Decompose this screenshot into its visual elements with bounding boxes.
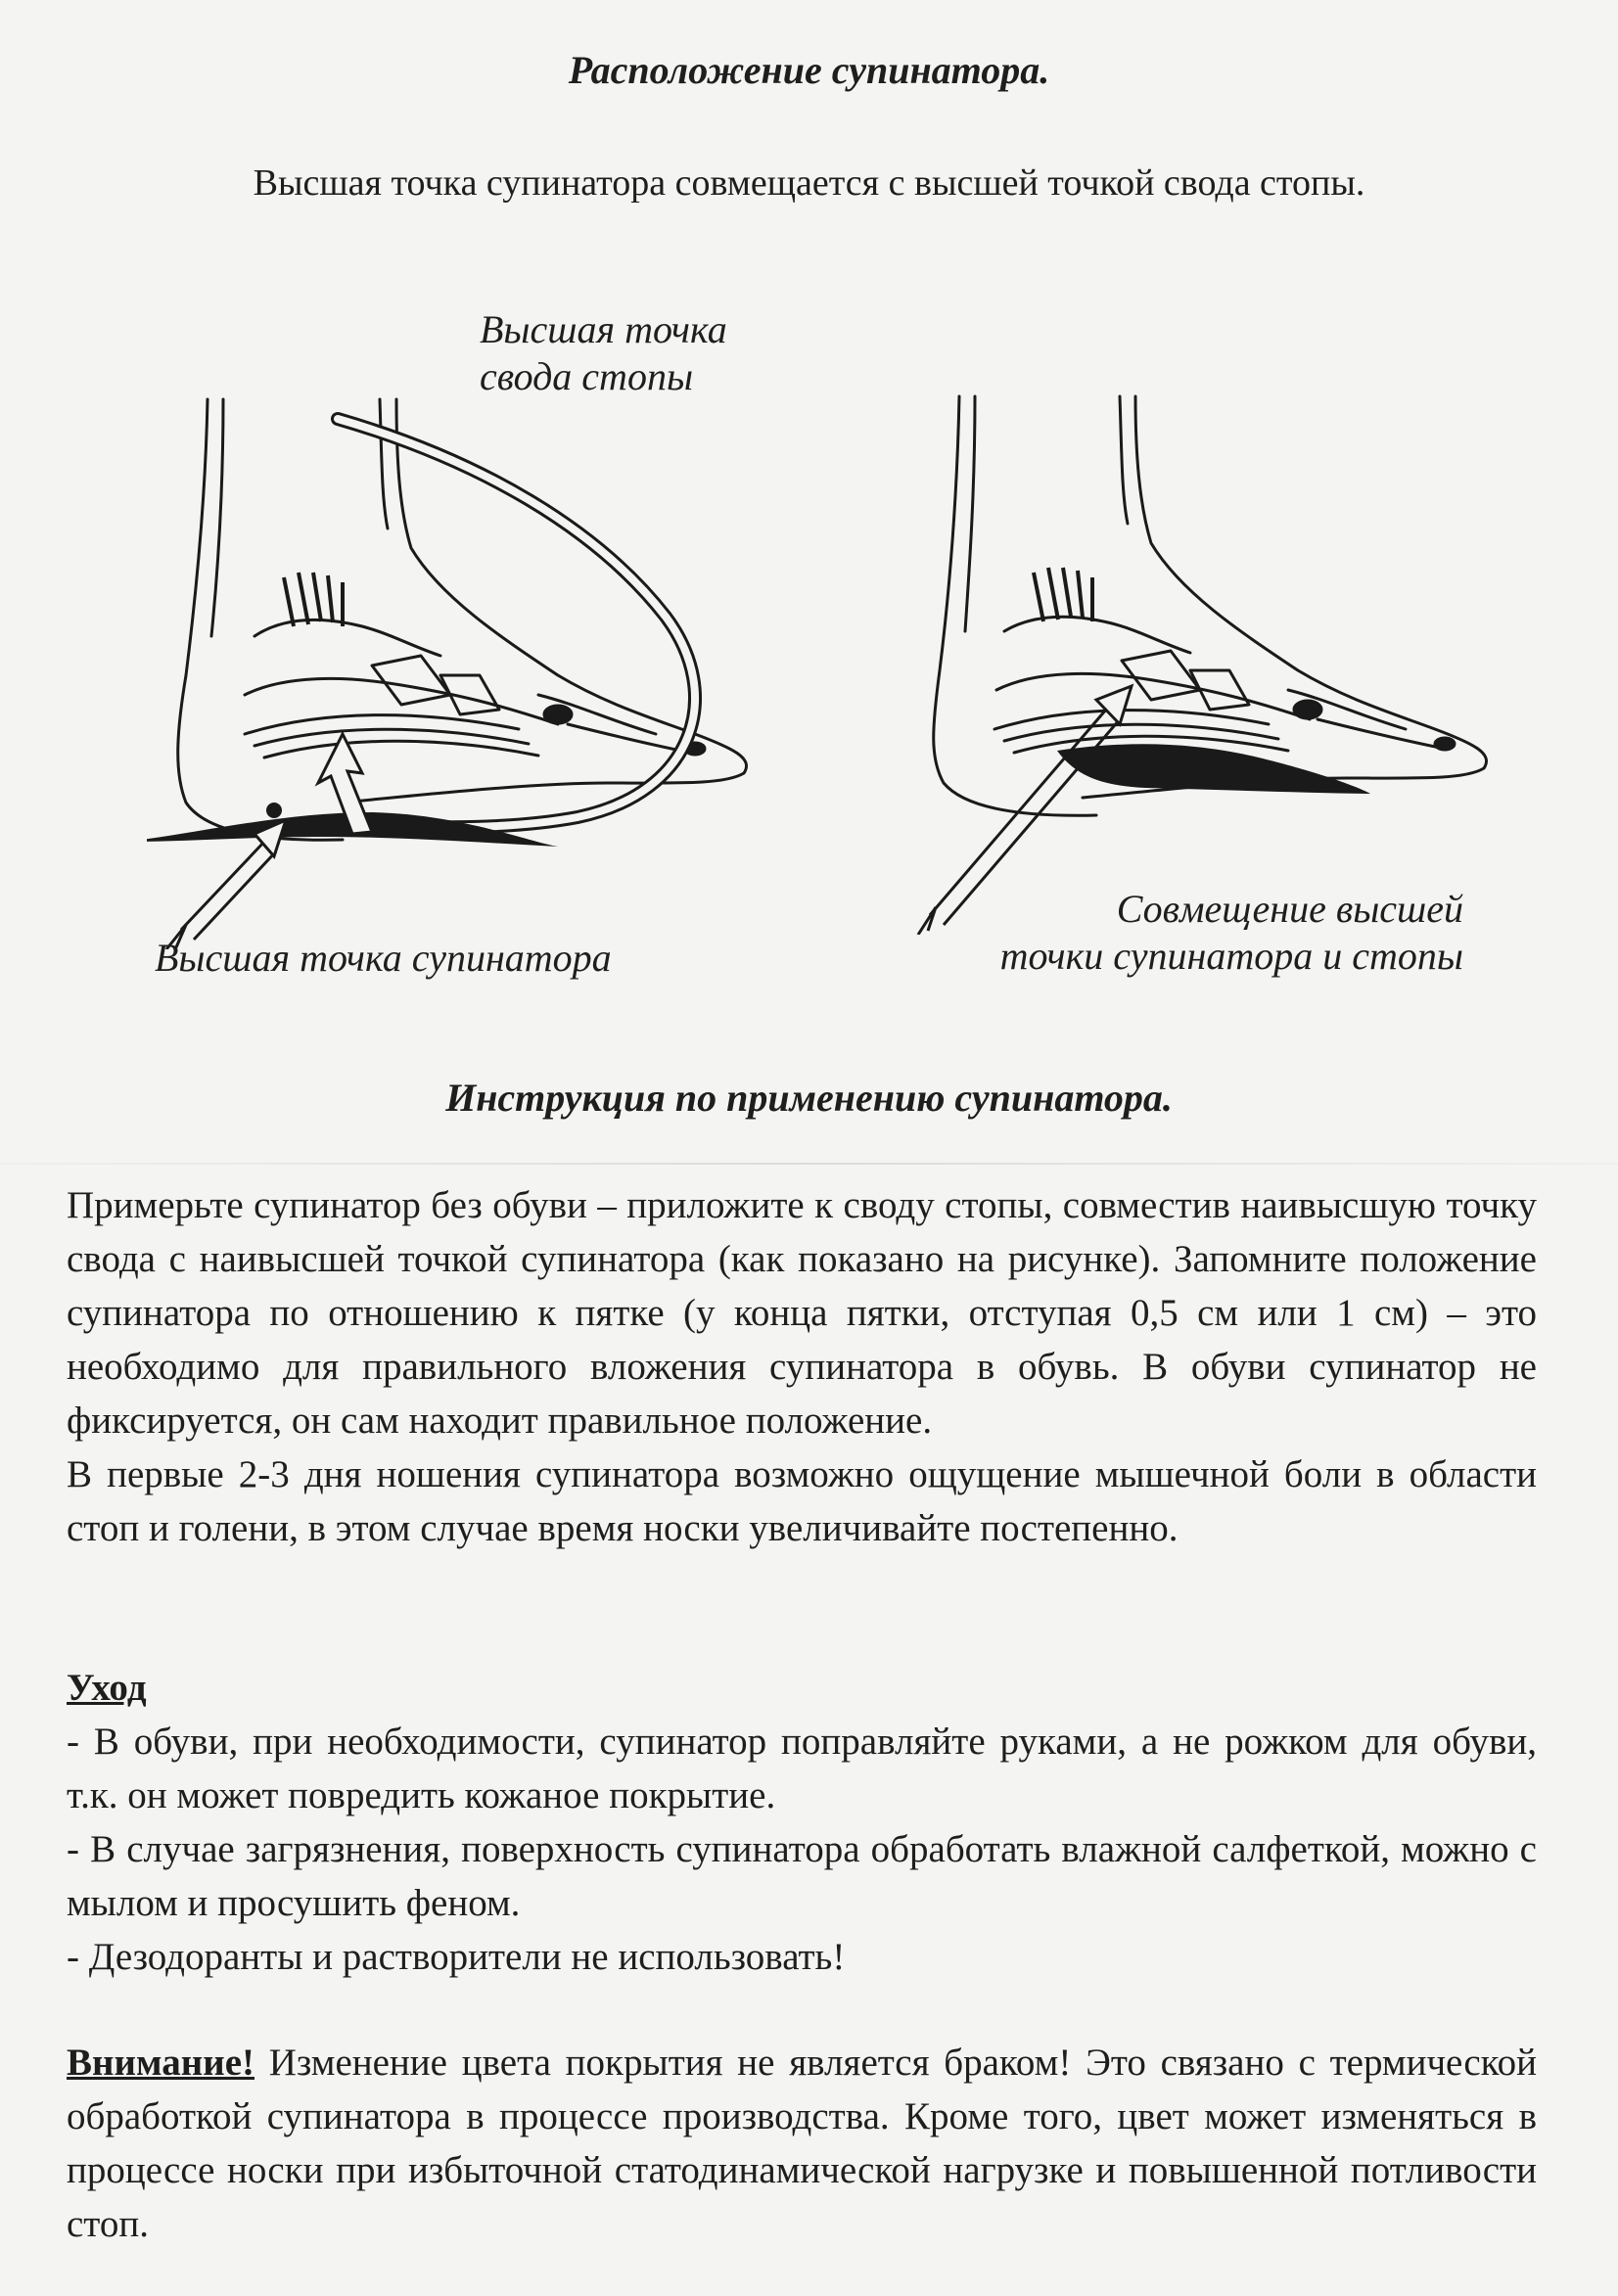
- paper-fold-line: [0, 1163, 1618, 1165]
- instructions-paragraph-2: В первые 2-3 дня ношения супинатора возможно ощущение мышечной боли в области стоп и голени, в этом случае время носки увеличивайте постепенно.: [67, 1453, 1537, 1549]
- foot-illustration-left: [147, 382, 871, 949]
- foot-illustration-right: [910, 387, 1517, 935]
- placement-subtitle: Высшая точка супинатора совмещается с высшей точкой свода стопы.: [253, 162, 1365, 204]
- instructions-body: [67, 1178, 1537, 1555]
- section-title-instructions: Инструкция по применению супинатора.: [445, 1076, 1173, 1120]
- care-section: [67, 1661, 1537, 1984]
- care-item-2: - В случае загрязнения, поверхность супинатора обработать влажной салфеткой, можно с мылом и просушить феном.: [67, 1828, 1537, 1924]
- arch-label-line-2: свода стопы: [480, 354, 694, 398]
- warning-text: Изменение цвета покрытия не является браком! Это связано с термической обработкой супинатора в процессе производства. Кроме того, цвет может изменяться в процессе носки при избыточной статодинамической нагрузке и повышенной потливости стоп.: [67, 2042, 1537, 2245]
- care-item-1: - В обуви, при необходимости, супинатор поправляйте руками, а не рожком для обуви, т.к. он может повредить кожаное покрытие.: [67, 1721, 1537, 1816]
- warning-section: [67, 2036, 1537, 2251]
- warning-heading: Внимание!: [67, 2042, 254, 2084]
- alignment-label: [876, 886, 1463, 980]
- instructions-paragraph-1: Примерьте супинатор без обуви – приложите к своду стопы, совместив наивысшую точку свода с наивысшей точкой супинатора (как показано на рисунке). Запомните положение супинатора по отношению к пятке (у конца пятки, отступая 0,5 см или 1 см) – это необходимо для правильного вложения супинатора в обувь. В обуви супинатор не фиксируется, он сам находит правильное положение.: [67, 1184, 1537, 1442]
- care-item-3: - Дезодоранты и растворители не использовать!: [67, 1936, 846, 1978]
- care-heading: Уход: [67, 1667, 147, 1709]
- alignment-label-line-2: точки супинатора и стопы: [999, 934, 1463, 978]
- section-title-placement: Расположение супинатора.: [568, 48, 1050, 92]
- supinator-high-point-label: Высшая точка супинатора: [155, 936, 612, 980]
- alignment-label-line-1: Совмещение высшей: [1116, 887, 1463, 931]
- arch-label-line-1: Высшая точка: [480, 307, 727, 351]
